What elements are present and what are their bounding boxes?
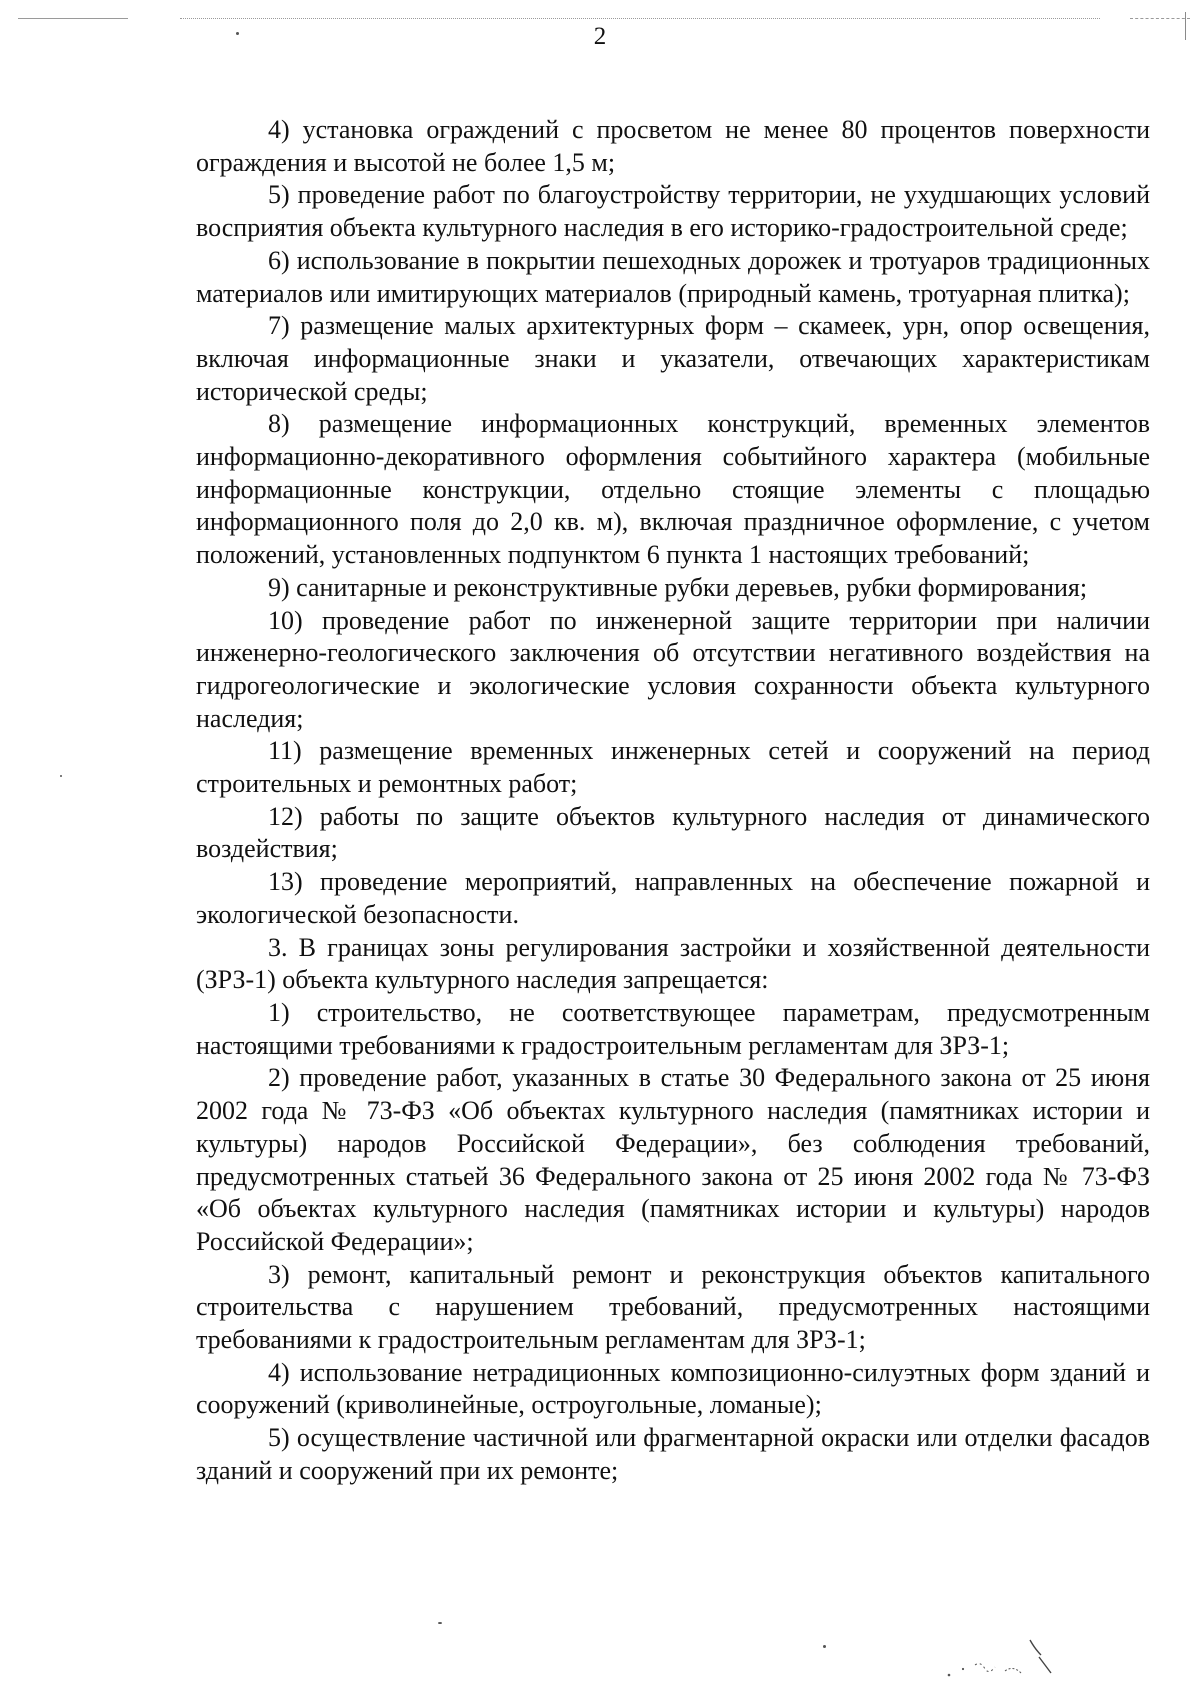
list-item: 12) работы по защите объектов культурного наследия от динамического воздействия; xyxy=(196,801,1150,864)
list-item: 8) размещение информационных конструкций, временных элементов информационно-декоративного оформления событийного характера (мобильные информационные конструкции, отдельно стоящие элементы с площадью информационного поля до 2,0 кв. м), включая праздничное оформление, с учетом положений, установленных подпунктом 6 пункта 1 настоящих требований; xyxy=(196,409,1150,570)
scan-speck xyxy=(823,1645,826,1648)
list-item: 1) строительство, не соответствующее параметрам, предусмотренным настоящими требованиями к градостроительным регламентам для ЗРЗ-1; xyxy=(196,997,1150,1060)
list-item: 9) санитарные и реконструктивные рубки деревьев, рубки формирования; xyxy=(268,572,1088,602)
scan-speck xyxy=(438,1622,442,1624)
list-item: 11) размещение временных инженерных сетей и сооружений на период строительных и ремонтных работ; xyxy=(196,736,1150,799)
list-item: 3) ремонт, капитальный ремонт и реконструкция объектов капитального строительства с нарушением требований, предусмотренных настоящими требованиями к градостроительным регламентам для ЗРЗ-1; xyxy=(196,1259,1150,1355)
list-item: 4) использование нетрадиционных композиционно-силуэтных форм зданий и сооружений (криволинейные, остроугольные, ломаные); xyxy=(196,1357,1150,1420)
list-item: 2) проведение работ, указанных в статье 30 Федерального закона от 25 июня 2002 года № 73-ФЗ «Об объектах культурного наследия (памятниках истории и культуры) народов Российской Федерации», без соблюдения требований, предусмотренных статьей 36 Федерального закона от 25 июня 2002 года № 73-ФЗ «Об объектах культурного наследия (памятниках истории и культуры) народов Российской Федерации»; xyxy=(196,1063,1150,1256)
list-item: 6) использование в покрытии пешеходных дорожек и тротуаров традиционных материалов или имитирующих материалов (природный камень, тротуарная плитка); xyxy=(196,245,1150,308)
list-item: 13) проведение мероприятий, направленных на обеспечение пожарной и экологической безопасности. xyxy=(196,867,1150,929)
list-item: 4) установка ограждений с просветом не менее 80 процентов поверхности ограждения и высотой не более 1,5 м; xyxy=(196,115,1150,177)
page-number: 2 xyxy=(593,23,607,50)
scan-border-left xyxy=(18,18,128,19)
list-item: 5) проведение работ по благоустройству территории, не ухудшающих условий восприятия объекта культурного наследия в его историко-градостроительной среде; xyxy=(196,180,1150,243)
section-heading-paragraph: 3. В границах зоны регулирования застройки и хозяйственной деятельности (ЗРЗ-1) объекта культурного наследия запрещается: xyxy=(196,932,1150,995)
scan-speck xyxy=(60,775,62,777)
scan-border-top xyxy=(180,18,1100,19)
list-item: 5) осуществление частичной или фрагментарной окраски или отделки фасадов зданий и сооружений при их ремонте; xyxy=(196,1423,1150,1485)
list-item: 7) размещение малых архитектурных форм – скамеек, урн, опор освещения, включая информационные знаки и указатели, отвечающих характеристикам исторической среды; xyxy=(196,311,1150,406)
scan-smudge xyxy=(935,1635,1055,1685)
scan-speck xyxy=(236,32,239,35)
document-body xyxy=(196,114,1150,1488)
scan-border-right xyxy=(1130,18,1190,19)
list-item: 10) проведение работ по инженерной защите территории при наличии инженерно-геологического заключения об отсутствии негативного воздействия на гидрогеологические и экологические условия сохранности объекта культурного наследия; xyxy=(196,605,1150,733)
